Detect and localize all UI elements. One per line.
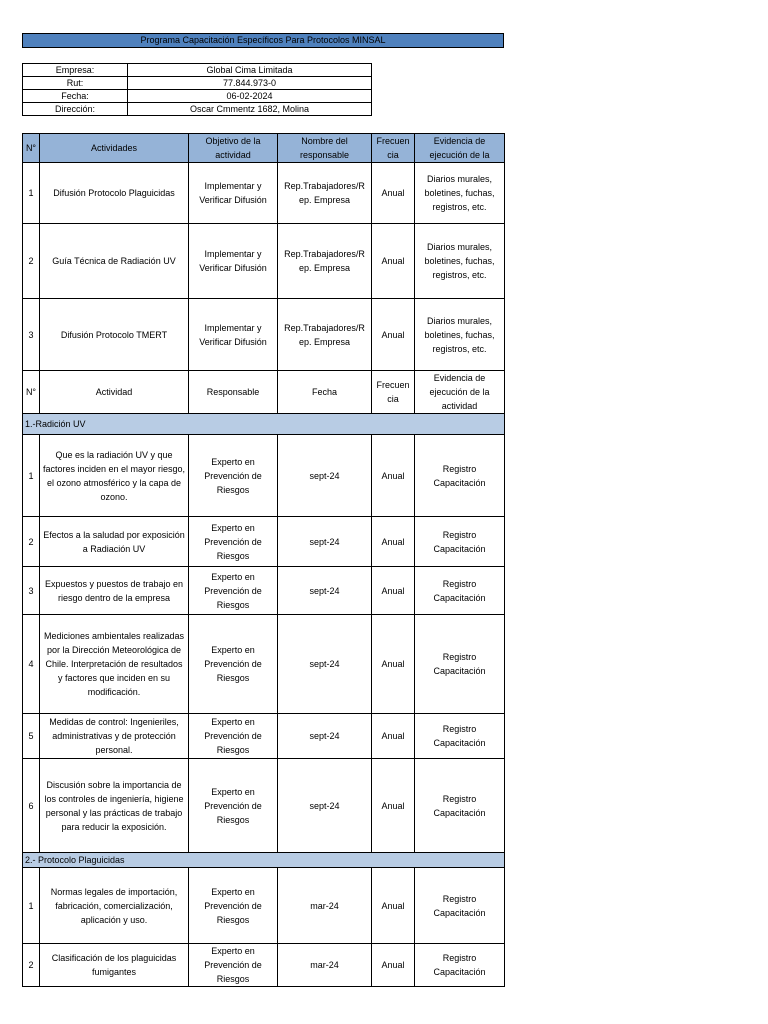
table-row	[23, 759, 505, 853]
cell-activity: Expuestos y puestos de trabajo en riesgo dentro de la empresa	[40, 567, 189, 615]
section-row	[23, 414, 505, 435]
table-row	[23, 299, 505, 371]
cell-number: 5	[23, 714, 40, 759]
table-row	[23, 517, 505, 567]
section-row	[23, 853, 505, 868]
cell-evidence: Diarios murales, boletines, fuchas, registros, etc.	[415, 224, 505, 299]
cell-objective: Implementar y Verificar Difusión	[189, 299, 278, 371]
cell-date: sept-24	[278, 714, 372, 759]
cell-number: 1	[23, 163, 40, 224]
info-row-rut	[23, 77, 372, 90]
info-row-fecha	[23, 90, 372, 103]
cell-responsible: Experto en Prevención de Riesgos	[189, 435, 278, 517]
cell-number: 3	[23, 567, 40, 615]
table-row	[23, 615, 505, 714]
table-row	[23, 944, 505, 987]
cell-date: sept-24	[278, 517, 372, 567]
cell-activity: Efectos a la saludad por exposición a Radiación UV	[40, 517, 189, 567]
cell-activity: Discusión sobre la importancia de los controles de ingeniería, higiene personal y las prácticas de trabajo para reducir la exposición.	[40, 759, 189, 853]
info-row-empresa	[23, 64, 372, 77]
cell-responsible: Experto en Prevención de Riesgos	[189, 615, 278, 714]
company-info-table	[22, 63, 372, 116]
cell-activity: Clasificación de los plaguicidas fumigantes	[40, 944, 189, 987]
cell-frequency: Anual	[372, 944, 415, 987]
cell-frequency: Anual	[372, 615, 415, 714]
header-cell: Frecuen cia	[372, 371, 415, 414]
cell-evidence: Diarios murales, boletines, fuchas, registros, etc.	[415, 299, 505, 371]
cell-evidence: Registro Capacitación	[415, 868, 505, 944]
cell-responsible: Experto en Prevención de Riesgos	[189, 944, 278, 987]
cell-evidence: Registro Capacitación	[415, 567, 505, 615]
cell-responsible: Experto en Prevención de Riesgos	[189, 517, 278, 567]
table-row	[23, 435, 505, 517]
cell-responsible: Experto en Prevención de Riesgos	[189, 759, 278, 853]
cell-activity: Difusión Protocolo Plaguicidas	[40, 163, 189, 224]
header-cell: Responsable	[189, 371, 278, 414]
cell-number: 2	[23, 224, 40, 299]
header-cell: N°	[23, 134, 40, 163]
table-header	[23, 134, 505, 163]
cell-frequency: Anual	[372, 224, 415, 299]
cell-responsible: Experto en Prevención de Riesgos	[189, 868, 278, 944]
cell-frequency: Anual	[372, 759, 415, 853]
cell-activity: Normas legales de importación, fabricación, comercialización, aplicación y uso.	[40, 868, 189, 944]
header-cell: Actividad	[40, 371, 189, 414]
header-cell: Objetivo de la actividad	[189, 134, 278, 163]
cell-frequency: Anual	[372, 163, 415, 224]
cell-date: sept-24	[278, 435, 372, 517]
cell-frequency: Anual	[372, 435, 415, 517]
table-row	[23, 224, 505, 299]
header-cell: N°	[23, 371, 40, 414]
cell-number: 2	[23, 517, 40, 567]
table-row	[23, 567, 505, 615]
cell-responsible: Experto en Prevención de Riesgos	[189, 714, 278, 759]
info-row-direccion	[23, 103, 372, 116]
cell-evidence: Diarios murales, boletines, fuchas, registros, etc.	[415, 163, 505, 224]
table-row	[23, 714, 505, 759]
cell-frequency: Anual	[372, 868, 415, 944]
cell-activity: Mediciones ambientales realizadas por la Dirección Meteorológica de Chile. Interpretación de resultados y factores que inciden en su modificación.	[40, 615, 189, 714]
cell-objective: Implementar y Verificar Difusión	[189, 163, 278, 224]
info-label: Rut:	[23, 77, 128, 90]
cell-evidence: Registro Capacitación	[415, 714, 505, 759]
cell-evidence: Registro Capacitación	[415, 435, 505, 517]
info-value: 06-02-2024	[128, 90, 372, 103]
cell-number: 3	[23, 299, 40, 371]
cell-date: sept-24	[278, 567, 372, 615]
cell-activity: Que es la radiación UV y que factores inciden en el mayor riesgo, el ozono atmosférico y la capa de ozono.	[40, 435, 189, 517]
header-cell: Evidencia de ejecución de la	[415, 134, 505, 163]
cell-frequency: Anual	[372, 517, 415, 567]
header-cell: Frecuen cia	[372, 134, 415, 163]
info-label: Empresa:	[23, 64, 128, 77]
info-value: Global Cima Limitada	[128, 64, 372, 77]
section-title: 2.- Protocolo Plaguicidas	[23, 853, 505, 868]
cell-frequency: Anual	[372, 299, 415, 371]
cell-evidence: Registro Capacitación	[415, 759, 505, 853]
cell-date: mar-24	[278, 944, 372, 987]
cell-evidence: Registro Capacitación	[415, 944, 505, 987]
cell-frequency: Anual	[372, 567, 415, 615]
cell-responsible: Rep.Trabajadores/R ep. Empresa	[278, 163, 372, 224]
cell-responsible: Rep.Trabajadores/R ep. Empresa	[278, 224, 372, 299]
table-row	[23, 868, 505, 944]
cell-frequency: Anual	[372, 714, 415, 759]
cell-number: 4	[23, 615, 40, 714]
activities-table	[22, 133, 505, 987]
header-cell: Evidencia de ejecución de la actividad	[415, 371, 505, 414]
cell-number: 2	[23, 944, 40, 987]
info-label: Fecha:	[23, 90, 128, 103]
cell-evidence: Registro Capacitación	[415, 615, 505, 714]
cell-activity: Difusión Protocolo TMERT	[40, 299, 189, 371]
cell-date: sept-24	[278, 759, 372, 853]
table-row	[23, 163, 505, 224]
cell-responsible: Experto en Prevención de Riesgos	[189, 567, 278, 615]
cell-objective: Implementar y Verificar Difusión	[189, 224, 278, 299]
header-cell: Fecha	[278, 371, 372, 414]
cell-number: 6	[23, 759, 40, 853]
cell-number: 1	[23, 868, 40, 944]
cell-number: 1	[23, 435, 40, 517]
cell-activity: Medidas de control: Ingenieriles, administrativas y de protección personal.	[40, 714, 189, 759]
header-cell: Nombre del responsable	[278, 134, 372, 163]
info-value: 77.844.973-0	[128, 77, 372, 90]
cell-responsible: Rep.Trabajadores/R ep. Empresa	[278, 299, 372, 371]
info-value: Oscar Cmmentz 1682, Molina	[128, 103, 372, 116]
cell-date: sept-24	[278, 615, 372, 714]
info-label: Dirección:	[23, 103, 128, 116]
page-title: Programa Capacitación Específicos Para Protocolos MINSAL	[22, 33, 504, 48]
cell-evidence: Registro Capacitación	[415, 517, 505, 567]
header-cell: Actividades	[40, 134, 189, 163]
cell-date: mar-24	[278, 868, 372, 944]
table-subheader	[23, 371, 505, 414]
cell-activity: Guía Técnica de Radiación UV	[40, 224, 189, 299]
section-title: 1.-Radición UV	[23, 414, 505, 435]
